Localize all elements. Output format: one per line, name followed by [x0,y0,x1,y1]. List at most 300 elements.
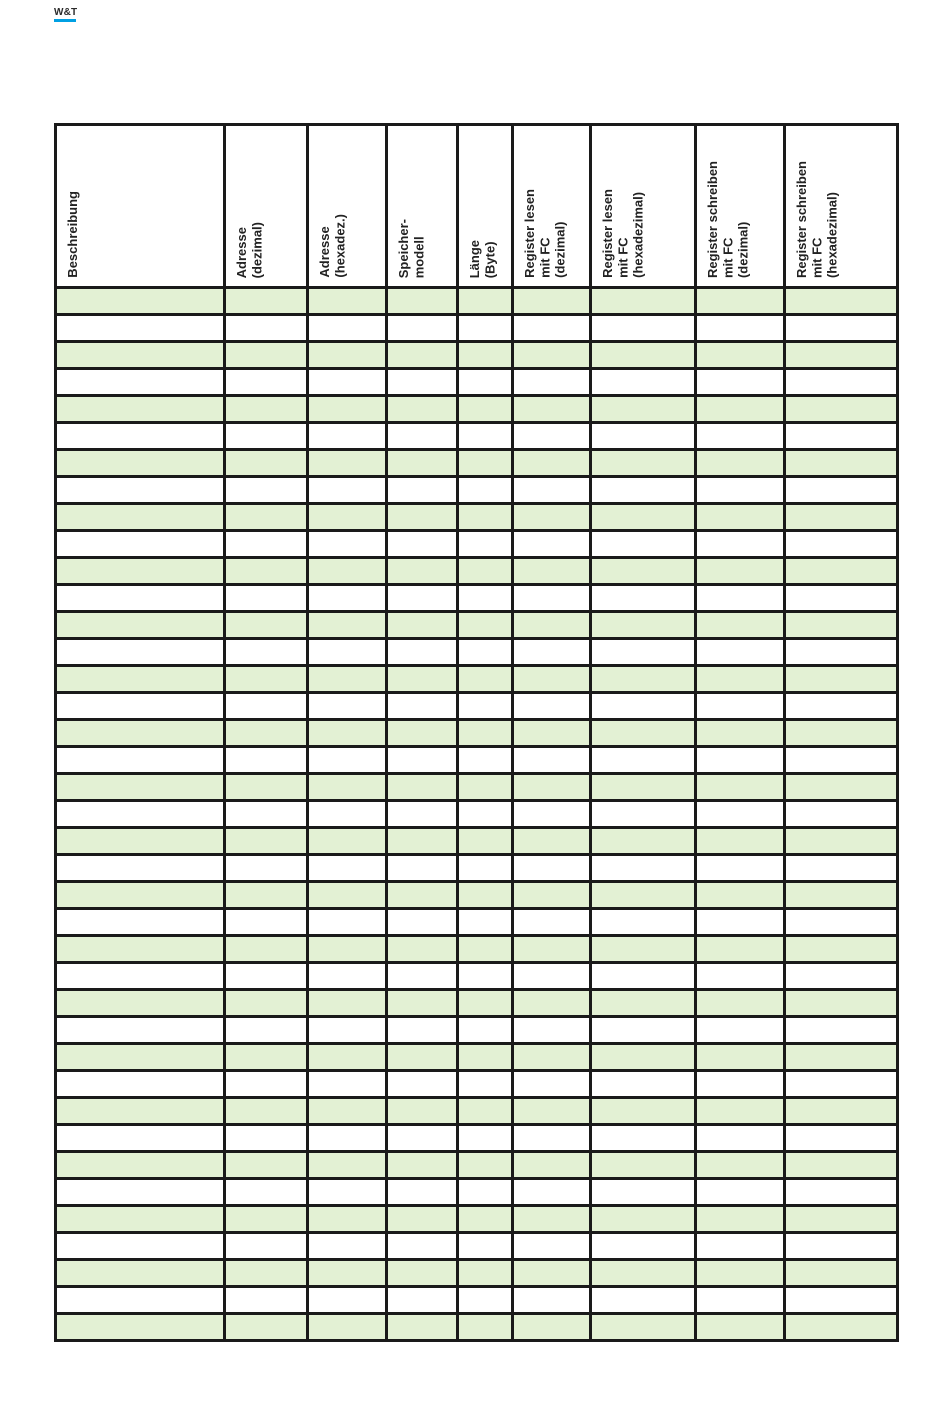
table-cell [387,882,458,909]
table-cell [56,936,225,963]
table-cell [785,396,898,423]
table-cell [513,1233,591,1260]
table-cell [785,558,898,585]
header-adresse-hexadez [308,125,387,288]
table-cell [308,315,387,342]
table-cell [56,1152,225,1179]
table-cell [591,1152,696,1179]
table-cell [225,963,308,990]
table-cell [591,1260,696,1287]
table-cell [785,369,898,396]
table-cell [56,990,225,1017]
table-cell [591,909,696,936]
table-cell [591,315,696,342]
table-cell [696,423,785,450]
table-cell [458,963,513,990]
table-row [56,1017,898,1044]
table-cell [387,504,458,531]
table-cell [591,936,696,963]
table-cell [696,963,785,990]
table-cell [387,450,458,477]
table-cell [56,288,225,315]
table-cell [308,477,387,504]
table-cell [513,747,591,774]
table-cell [225,774,308,801]
table-cell [387,612,458,639]
table-cell [513,936,591,963]
table-cell [696,315,785,342]
table-cell [591,693,696,720]
table-cell [513,558,591,585]
table-cell [387,720,458,747]
table-cell [56,1260,225,1287]
table-cell [225,288,308,315]
table-cell [696,612,785,639]
table-cell [387,666,458,693]
table-cell [785,1206,898,1233]
table-cell [513,990,591,1017]
table-cell [56,666,225,693]
table-cell [591,1125,696,1152]
table-cell [591,963,696,990]
table-cell [308,1206,387,1233]
table-cell [225,1287,308,1314]
header-beschreibung [56,125,225,288]
table-cell [387,288,458,315]
table-cell [591,477,696,504]
table-cell [785,423,898,450]
table-cell [56,774,225,801]
table-cell [591,369,696,396]
table-cell [513,828,591,855]
table-cell [696,801,785,828]
table-cell [785,639,898,666]
table-cell [308,855,387,882]
table-row [56,882,898,909]
table-cell [785,585,898,612]
table-cell [56,747,225,774]
table-row [56,369,898,396]
table-cell [308,1314,387,1341]
table-cell [225,558,308,585]
table-cell [308,369,387,396]
table-row [56,1044,898,1071]
table-cell [513,504,591,531]
table-cell [513,639,591,666]
table-cell [591,855,696,882]
table-row [56,477,898,504]
table-cell [785,1179,898,1206]
table-cell [387,1098,458,1125]
table-cell [696,909,785,936]
table-cell [696,1071,785,1098]
table-row [56,990,898,1017]
table-cell [696,558,785,585]
table-cell [696,828,785,855]
table-cell [56,531,225,558]
table-cell [225,450,308,477]
table-cell [56,855,225,882]
table-cell [458,342,513,369]
table-cell [458,1044,513,1071]
table-row [56,855,898,882]
table-cell [785,801,898,828]
table-cell [225,639,308,666]
table-cell [513,315,591,342]
table-cell [56,639,225,666]
table-cell [308,504,387,531]
header-register-lesen-dezimal [513,125,591,288]
table-cell [458,720,513,747]
table-cell [785,1233,898,1260]
table-cell [696,1152,785,1179]
table-cell [696,477,785,504]
table-cell [513,720,591,747]
table-cell [785,693,898,720]
table-cell [513,585,591,612]
table-cell [56,1017,225,1044]
table-cell [308,1098,387,1125]
table-cell [785,1314,898,1341]
table-cell [785,342,898,369]
table-cell [308,1152,387,1179]
table-cell [225,1260,308,1287]
table-cell [785,612,898,639]
table-cell [225,720,308,747]
table-cell [591,531,696,558]
table-cell [785,1098,898,1125]
register-table [54,123,899,1342]
table-cell [387,774,458,801]
table-cell [513,612,591,639]
table-cell [387,477,458,504]
table-cell [696,342,785,369]
table-cell [56,1125,225,1152]
table-cell [308,882,387,909]
table-cell [591,1098,696,1125]
table-cell [591,1287,696,1314]
table-cell [458,801,513,828]
table-cell [591,423,696,450]
table-cell [591,1314,696,1341]
table-cell [308,585,387,612]
table-cell [308,423,387,450]
table-cell [696,639,785,666]
table-cell [513,450,591,477]
table-cell [308,1260,387,1287]
table-cell [225,882,308,909]
table-cell [387,1071,458,1098]
table-cell [458,423,513,450]
table-cell [696,1260,785,1287]
table-cell [225,531,308,558]
table-row [56,1071,898,1098]
header-register-schreiben-dezimal [696,125,785,288]
table-cell [308,747,387,774]
table-header-row [56,125,898,288]
table-cell [591,720,696,747]
table-cell [387,1044,458,1071]
table-cell [308,342,387,369]
table-cell [387,990,458,1017]
header-label: Länge (Byte) [467,239,498,278]
table-cell [458,1098,513,1125]
table-cell [56,369,225,396]
table-cell [56,882,225,909]
table-cell [56,585,225,612]
table-cell [513,396,591,423]
table-cell [696,369,785,396]
table-cell [458,1206,513,1233]
header-label: Adresse (hexadez.) [317,214,348,278]
table-cell [56,693,225,720]
table-cell [591,288,696,315]
table-cell [225,936,308,963]
table-cell [696,990,785,1017]
table-cell [225,612,308,639]
table-row [56,558,898,585]
table-cell [785,720,898,747]
table-cell [387,909,458,936]
table-cell [513,1152,591,1179]
table-cell [308,1287,387,1314]
table-cell [696,585,785,612]
table-cell [458,288,513,315]
table-cell [56,423,225,450]
table-cell [387,1233,458,1260]
table-cell [513,774,591,801]
header-laenge [458,125,513,288]
table-cell [308,774,387,801]
table-cell [591,747,696,774]
table-cell [308,1125,387,1152]
table-cell [458,1152,513,1179]
table-cell [225,1179,308,1206]
table-cell [696,1314,785,1341]
table-cell [785,1044,898,1071]
table-cell [591,666,696,693]
table-cell [513,1017,591,1044]
table-cell [591,1206,696,1233]
table-cell [696,936,785,963]
table-row [56,450,898,477]
table-cell [591,639,696,666]
table-cell [225,585,308,612]
table-cell [458,990,513,1017]
table-cell [785,666,898,693]
table-cell [513,666,591,693]
table-cell [308,612,387,639]
header-label: Register lesen mit FC (dezimal) [522,189,568,278]
table-cell [56,1044,225,1071]
table-cell [696,288,785,315]
table-body [56,288,898,1341]
table-cell [785,1152,898,1179]
table-cell [513,342,591,369]
table-cell [387,1152,458,1179]
table-cell [225,666,308,693]
table-cell [785,855,898,882]
table-row [56,747,898,774]
table-cell [458,1017,513,1044]
table-row [56,1179,898,1206]
table-cell [513,882,591,909]
table-cell [387,1017,458,1044]
brand-logo: W&T [54,7,78,18]
table-cell [785,1287,898,1314]
table-cell [225,747,308,774]
table-cell [308,1044,387,1071]
table-cell [513,423,591,450]
table-cell [785,990,898,1017]
table-cell [591,882,696,909]
table-cell [387,963,458,990]
table-cell [591,585,696,612]
table-cell [591,612,696,639]
table-cell [387,369,458,396]
table-cell [591,1044,696,1071]
table-cell [785,963,898,990]
table-cell [56,342,225,369]
table-cell [308,720,387,747]
table-cell [513,1098,591,1125]
table-cell [591,774,696,801]
table-row [56,531,898,558]
table-cell [225,909,308,936]
table-cell [696,855,785,882]
table-cell [458,369,513,396]
table-row [56,801,898,828]
table-cell [387,423,458,450]
table-cell [225,1098,308,1125]
table-cell [387,396,458,423]
table-cell [308,693,387,720]
table-cell [696,1206,785,1233]
table-cell [458,747,513,774]
header-label: Register schreiben mit FC (dezimal) [705,160,751,278]
table-cell [696,1098,785,1125]
header-register-schreiben-hexadezimal [785,125,898,288]
table-cell [56,558,225,585]
table-row [56,288,898,315]
table-row [56,666,898,693]
table-row [56,585,898,612]
table-cell [56,1233,225,1260]
table-cell [696,1017,785,1044]
table-cell [785,747,898,774]
table-cell [785,828,898,855]
table-cell [225,693,308,720]
table-cell [225,423,308,450]
table-row [56,423,898,450]
table-cell [458,936,513,963]
table-cell [308,666,387,693]
table-row [56,720,898,747]
table-cell [308,1071,387,1098]
table-row [56,1233,898,1260]
header-label: Speicher- modell [396,218,427,278]
table-cell [696,531,785,558]
table-cell [591,1017,696,1044]
table-cell [696,882,785,909]
table-cell [308,801,387,828]
table-cell [387,828,458,855]
table-row [56,828,898,855]
table-cell [56,1098,225,1125]
table-cell [308,450,387,477]
table-cell [56,1071,225,1098]
table-cell [308,963,387,990]
table-cell [225,1314,308,1341]
table-cell [458,666,513,693]
table-cell [591,396,696,423]
table-cell [513,855,591,882]
table-cell [308,531,387,558]
table-row [56,1098,898,1125]
table-cell [591,450,696,477]
table-cell [308,288,387,315]
table-row [56,1287,898,1314]
table-row [56,1260,898,1287]
table-cell [513,1071,591,1098]
table-cell [591,1071,696,1098]
table-row [56,1314,898,1341]
table-cell [458,1287,513,1314]
table-cell [696,1233,785,1260]
table-cell [225,1071,308,1098]
table-cell [785,315,898,342]
table-cell [513,1314,591,1341]
table-cell [696,666,785,693]
table-cell [387,531,458,558]
brand-logo-underline [54,19,76,22]
table-cell [696,504,785,531]
table-row [56,693,898,720]
table-cell [785,1071,898,1098]
table-cell [458,1179,513,1206]
table-row [56,963,898,990]
table-cell [387,1287,458,1314]
table-cell [513,909,591,936]
table-cell [458,612,513,639]
table-cell [513,1260,591,1287]
table-cell [387,936,458,963]
table-cell [308,828,387,855]
table-cell [225,1044,308,1071]
table-cell [225,1017,308,1044]
table-cell [696,396,785,423]
table-cell [785,531,898,558]
table-cell [56,909,225,936]
table-cell [458,1314,513,1341]
table-cell [225,396,308,423]
table-cell [56,1179,225,1206]
table-cell [513,477,591,504]
table-cell [513,693,591,720]
table-cell [591,1179,696,1206]
table-cell [387,693,458,720]
table-cell [387,1206,458,1233]
table-cell [696,774,785,801]
table-cell [513,1044,591,1071]
table-cell [56,315,225,342]
table-row [56,936,898,963]
table-cell [696,1125,785,1152]
table-row [56,1206,898,1233]
table-cell [513,369,591,396]
table-cell [591,1233,696,1260]
table-cell [225,801,308,828]
